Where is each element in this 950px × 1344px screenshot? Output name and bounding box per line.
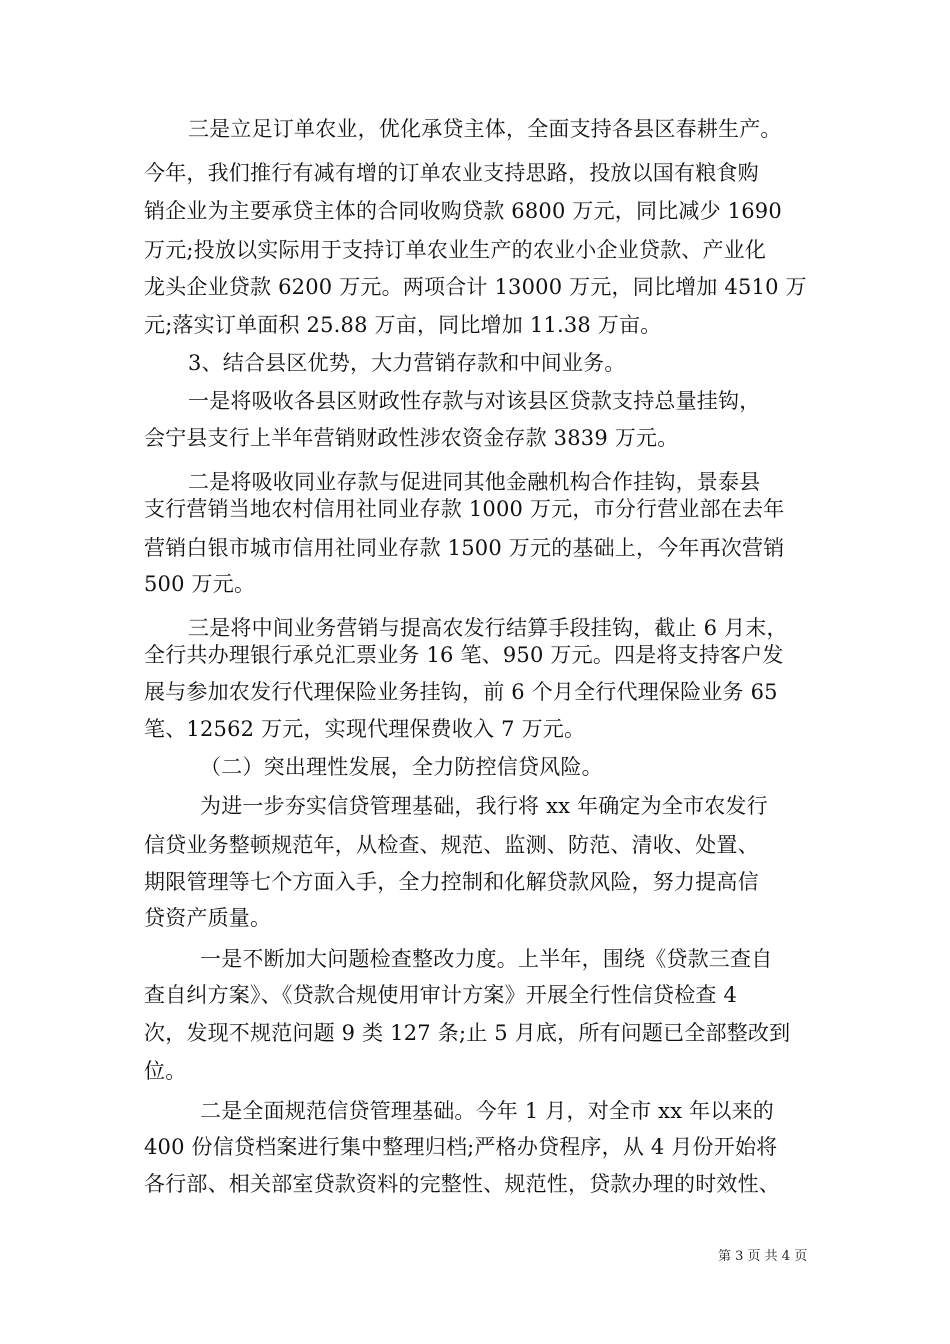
text-line: 展与参加农发行代理保险业务挂钩，前 6 个月全行代理保险业务 65 bbox=[144, 680, 778, 704]
text-line: 位。 bbox=[144, 1059, 187, 1083]
text-line: 龙头企业贷款 6200 万元。两项合计 13000 万元，同比增加 4510 万 bbox=[144, 275, 807, 299]
text-line: 信贷业务整顿规范年，从检查、规范、监测、防范、清收、处置、 bbox=[144, 833, 759, 857]
text-line: 今年，我们推行有减有增的订单农业支持思路，投放以国有粮食购 bbox=[144, 161, 759, 185]
text-line: 二是将吸收同业存款与促进同其他金融机构合作挂钩，景泰县 bbox=[188, 470, 761, 494]
text-line: 营销白银市城市信用社同业存款 1500 万元的基础上，今年再次营销 bbox=[144, 536, 785, 560]
text-line: 查自纠方案》、《贷款合规使用审计方案》开展全行性信贷检查 4 bbox=[144, 983, 738, 1007]
text-line: 三是将中间业务营销与提高农发行结算手段挂钩，截止 6 月末， bbox=[188, 616, 788, 640]
text-line: 一是将吸收各县区财政性存款与对该县区贷款支持总量挂钩， bbox=[188, 389, 761, 413]
text-line: 全行共办理银行承兑汇票业务 16 笔、950 万元。四是将支持客户发 bbox=[144, 643, 784, 667]
text-line: 元;落实订单面积 25.88 万亩，同比增加 11.38 万亩。 bbox=[144, 313, 662, 337]
text-line: 各行部、相关部室贷款资料的完整性、规范性，贷款办理的时效性、 bbox=[144, 1172, 780, 1196]
text-line: 支行营销当地农村信用社同业存款 1000 万元，市分行营业部在去年 bbox=[144, 497, 785, 521]
text-line: 500 万元。 bbox=[144, 572, 256, 596]
text-line: 次，发现不规范问题 9 类 127 条;止 5 月底，所有问题已全部整改到 bbox=[144, 1021, 791, 1045]
text-line: 一是不断加大问题检查整改力度。上半年，围绕《贷款三查自 bbox=[200, 947, 773, 971]
text-line: 三是立足订单农业，优化承贷主体，全面支持各县区春耕生产。 bbox=[188, 117, 782, 141]
section-heading: （二）突出理性发展，全力防控信贷风险。 bbox=[200, 755, 603, 779]
text-line: 400 份信贷档案进行集中整理归档;严格办贷程序，从 4 月份开始将 bbox=[144, 1135, 778, 1159]
section-heading: 3、结合县区优势，大力营销存款和中间业务。 bbox=[188, 351, 626, 375]
text-line: 万元;投放以实际用于支持订单农业生产的农业小企业贷款、产业化 bbox=[144, 238, 767, 262]
text-line: 二是全面规范信贷管理基础。今年 1 月，对全市 xx 年以来的 bbox=[200, 1099, 774, 1123]
text-line: 贷资产质量。 bbox=[144, 906, 272, 930]
text-line: 期限管理等七个方面入手，全力控制和化解贷款风险，努力提高信 bbox=[144, 870, 759, 894]
text-line: 会宁县支行上半年营销财政性涉农资金存款 3839 万元。 bbox=[144, 426, 679, 450]
text-line: 销企业为主要承贷主体的合同收购贷款 6800 万元，同比减少 1690 bbox=[144, 199, 782, 223]
text-line: 笔、12562 万元，实现代理保费收入 7 万元。 bbox=[144, 717, 586, 741]
page-number: 第 3 页 共 4 页 bbox=[718, 1249, 808, 1264]
text-line: 为进一步夯实信贷管理基础，我行将 xx 年确定为全市农发行 bbox=[200, 794, 768, 818]
